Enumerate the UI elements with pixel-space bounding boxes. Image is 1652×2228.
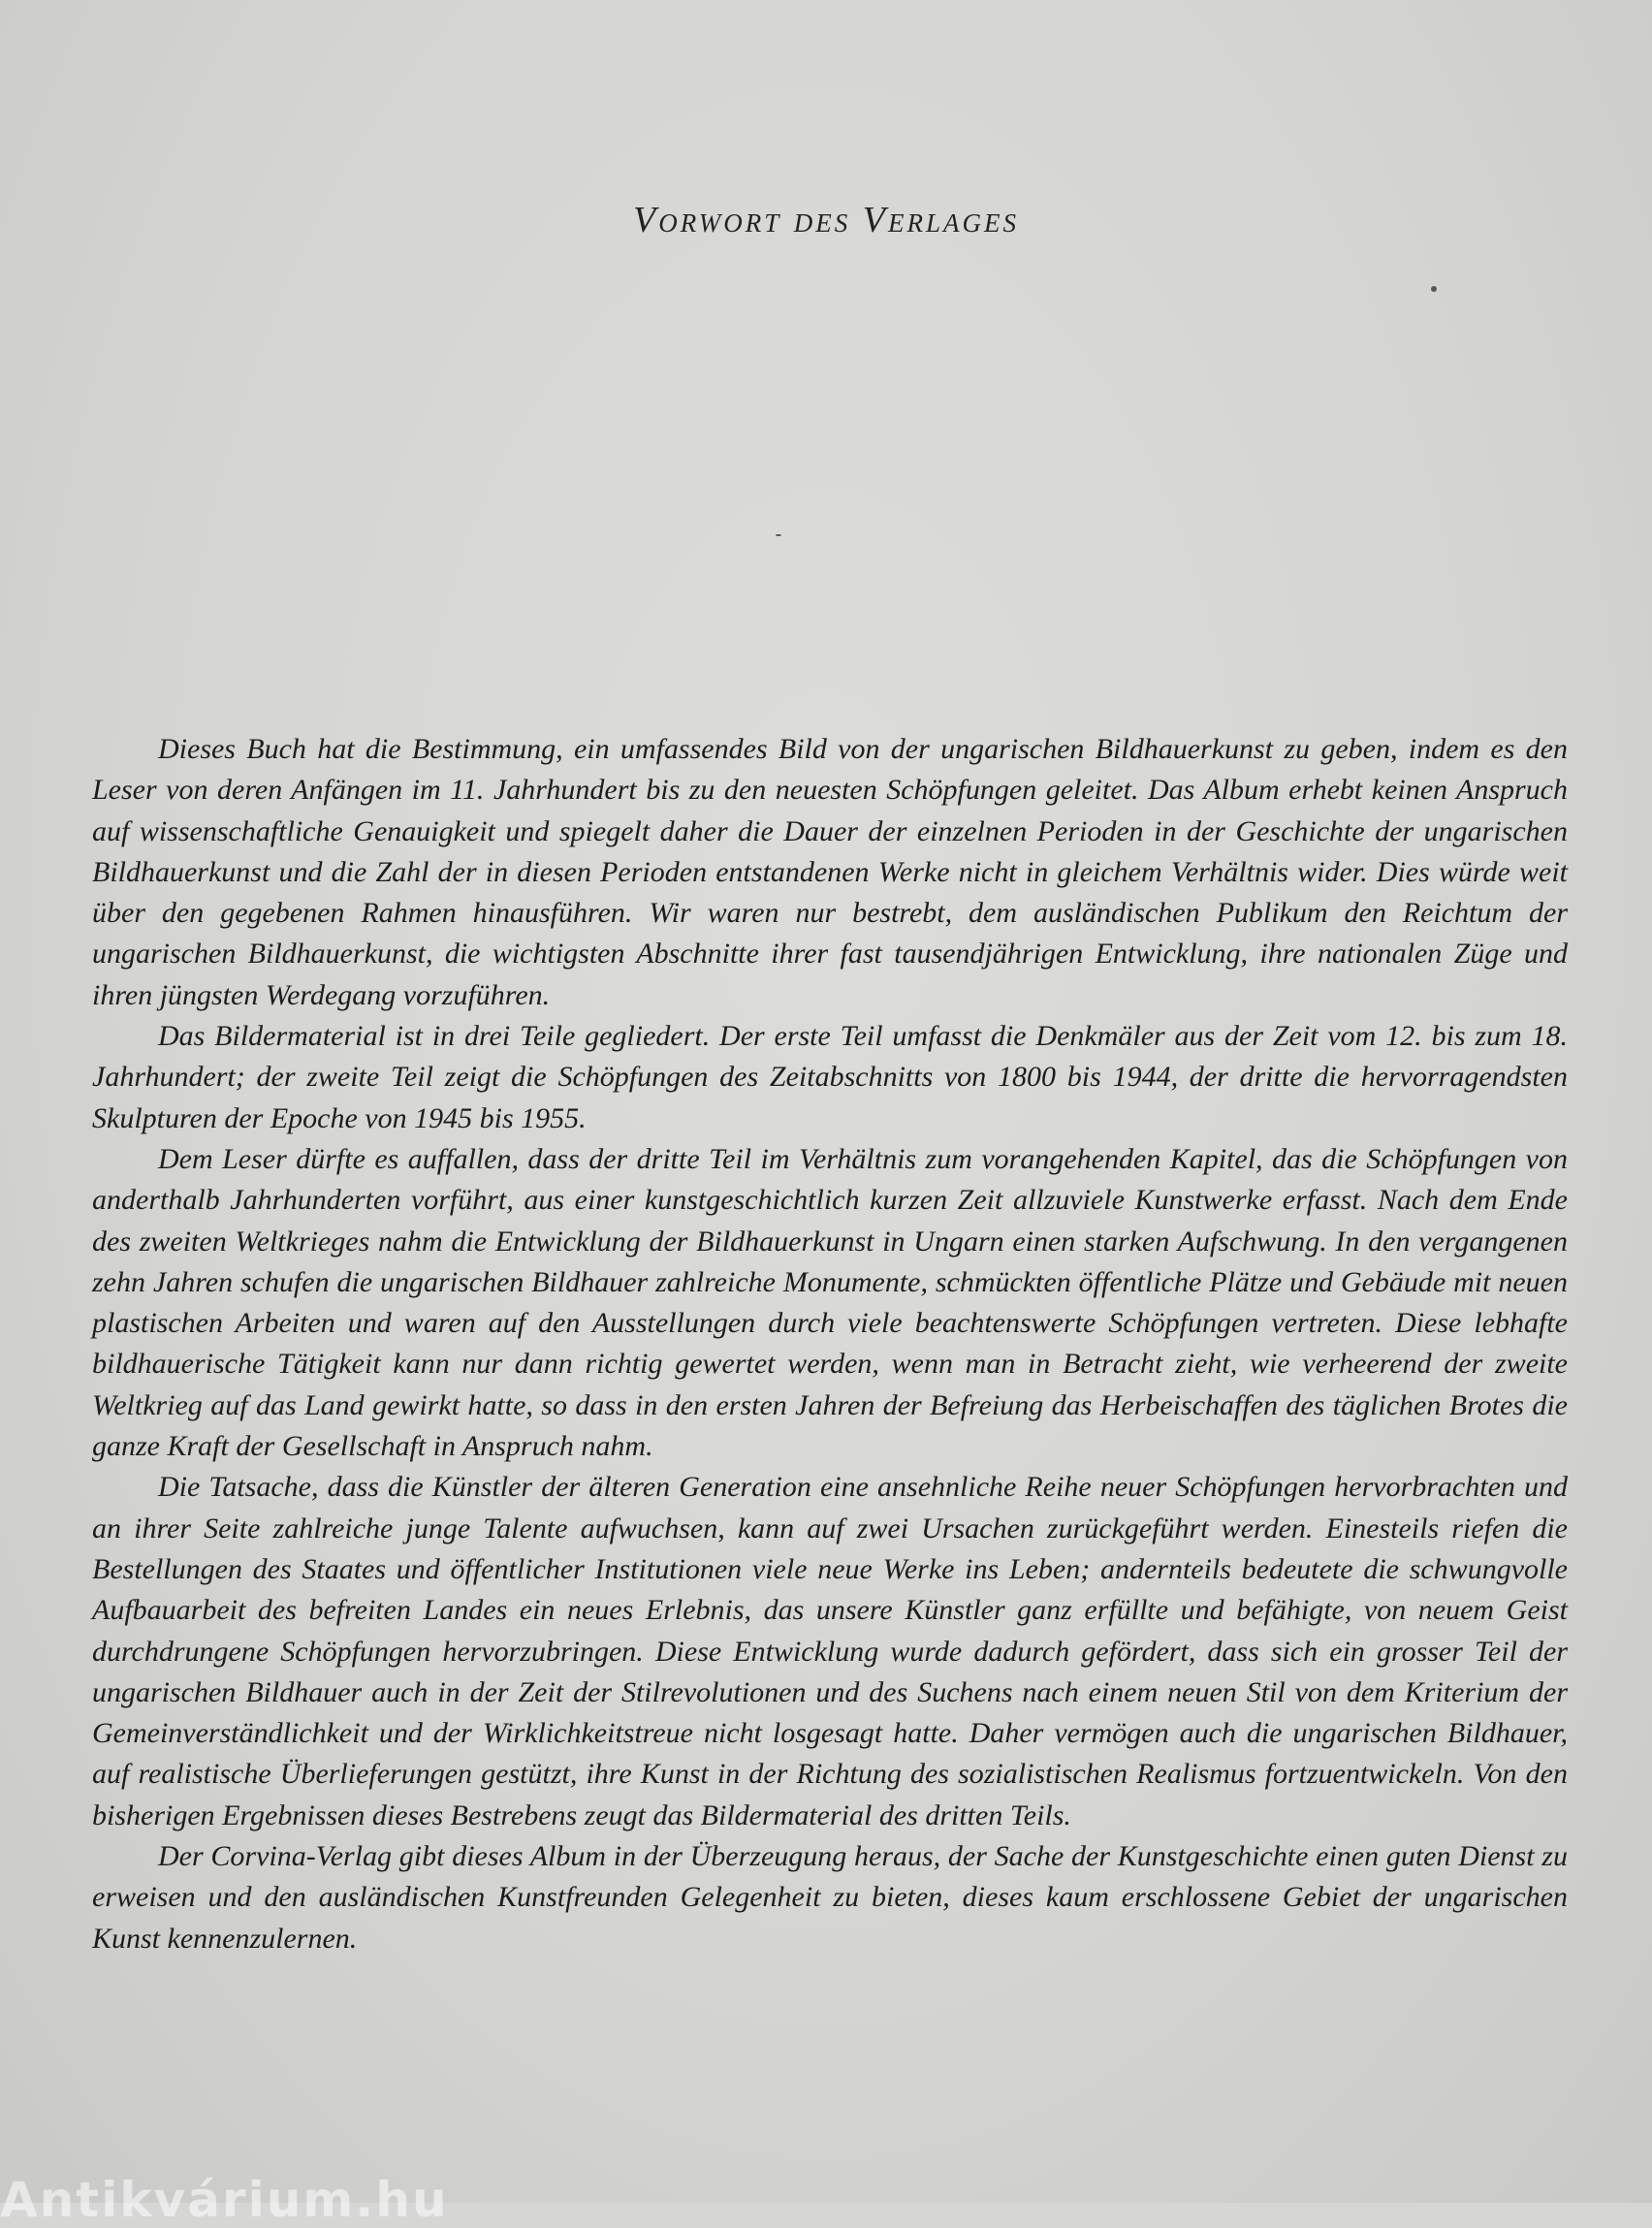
print-speck — [1431, 286, 1437, 292]
foreword-body — [92, 729, 1568, 1959]
print-speck — [776, 534, 781, 536]
watermark: Antikvárium.hu — [0, 2172, 449, 2228]
paragraph-3: Dem Leser dürfte es auffallen, dass der dritte Teil im Verhältnis zum vorangehenden Kapitel, das die Schöpfungen von anderthalb Jahrhunderten vorführt, aus einer kunstgeschichtlich kurzen Zeit allzuviele Kunstwerke erfasst. Nach dem Ende des zweiten Weltkrieges nahm die Entwicklung der Bildhauerkunst in Ungarn einen starken Aufschwung. In den vergangenen zehn Jahren schufen die ungarischen Bildhauer zahlreiche Monumente, schmückten öffentliche Plätze und Gebäude mit neuen plastischen Arbeiten und waren auf den Ausstellungen durch viele beachtenswerte Schöpfungen vertreten. Diese lebhafte bildhauerische Tätigkeit kann nur dann richtig gewertet werden, wenn man in Betracht zieht, wie verheerend der zweite Weltkrieg auf das Land gewirkt hatte, so dass in den ersten Jahren der Befreiung das Herbeischaffen des täglichen Brotes die ganze Kraft der Gesellschaft in Anspruch nahm. — [92, 1142, 1568, 1463]
paragraph-2: Das Bildermaterial ist in drei Teile gegliedert. Der erste Teil umfasst die Denkmäler aus der Zeit vom 12. bis zum 18. Jahrhundert; der zweite Teil zeigt die Schöpfungen des Zeitabschnitts von 1800 bis 1944, der dritte die hervorragendsten Skulpturen der Epoche von 1945 bis 1955. — [92, 1020, 1568, 1134]
page-title: Vorwort des Verlages — [633, 200, 1019, 240]
paragraph-1: Dieses Buch hat die Bestimmung, ein umfassendes Bild von der ungarischen Bildhauerkunst zu geben, indem es den Leser von deren Anfängen im 11. Jahrhundert bis zu den neuesten Schöpfungen geleitet. Das Album erhebt keinen Anspruch auf wissenschaftliche Genauigkeit und spiegelt daher die Dauer der einzelnen Perioden in der Geschichte der ungarischen Bildhauerkunst und die Zahl der in diesen Perioden entstandenen Werke nicht in gleichem Verhältnis wider. Dies würde weit über den gegebenen Rahmen hinausführen. Wir waren nur bestrebt, dem ausländischen Publikum den Reichtum der ungarischen Bildhauerkunst, die wichtigsten Abschnitte ihrer fast tausendjährigen Entwicklung, ihre nationalen Züge und ihren jüngsten Werdegang vorzuführen. — [92, 733, 1568, 1011]
paragraph-4: Die Tatsache, dass die Künstler der älteren Generation eine ansehnliche Reihe neuer Schöpfungen hervorbrachten und an ihrer Seite zahlreiche junge Talente aufwuchsen, kann auf zwei Ursachen zurückgeführt werden. Einesteils riefen die Bestellungen des Staates und öffentlicher Institutionen viele neue Werke ins Leben; andernteils bedeutete die schwungvolle Aufbauarbeit des befreiten Landes ein neues Erlebnis, das unsere Künstler ganz erfüllte und befähigte, von neuem Geist durchdrungene Schöpfungen hervorzubringen. Diese Entwicklung wurde dadurch gefördert, dass sich ein grosser Teil der ungarischen Bildhauer auch in der Zeit der Stilrevolutionen und des Suchens nach einem neuen Stil von dem Kriterium der Gemeinverständlichkeit und der Wirklichkeitstreue nicht losgesagt hatte. Daher vermögen auch die ungarischen Bildhauer, auf realistische Überlieferungen gestützt, ihre Kunst in der Richtung des sozialistischen Realismus fortzuentwickeln. Von den bisherigen Ergebnissen dieses Bestrebens zeugt das Bildermaterial des dritten Teils. — [92, 1471, 1568, 1831]
paragraph-5: Der Corvina-Verlag gibt dieses Album in der Überzeugung heraus, der Sache der Kunstgeschichte einen guten Dienst zu erweisen und den ausländischen Kunstfreunden Gelegenheit zu bieten, dieses kaum erschlossene Gebiet der ungarischen Kunst kennenzulernen. — [92, 1840, 1568, 1955]
